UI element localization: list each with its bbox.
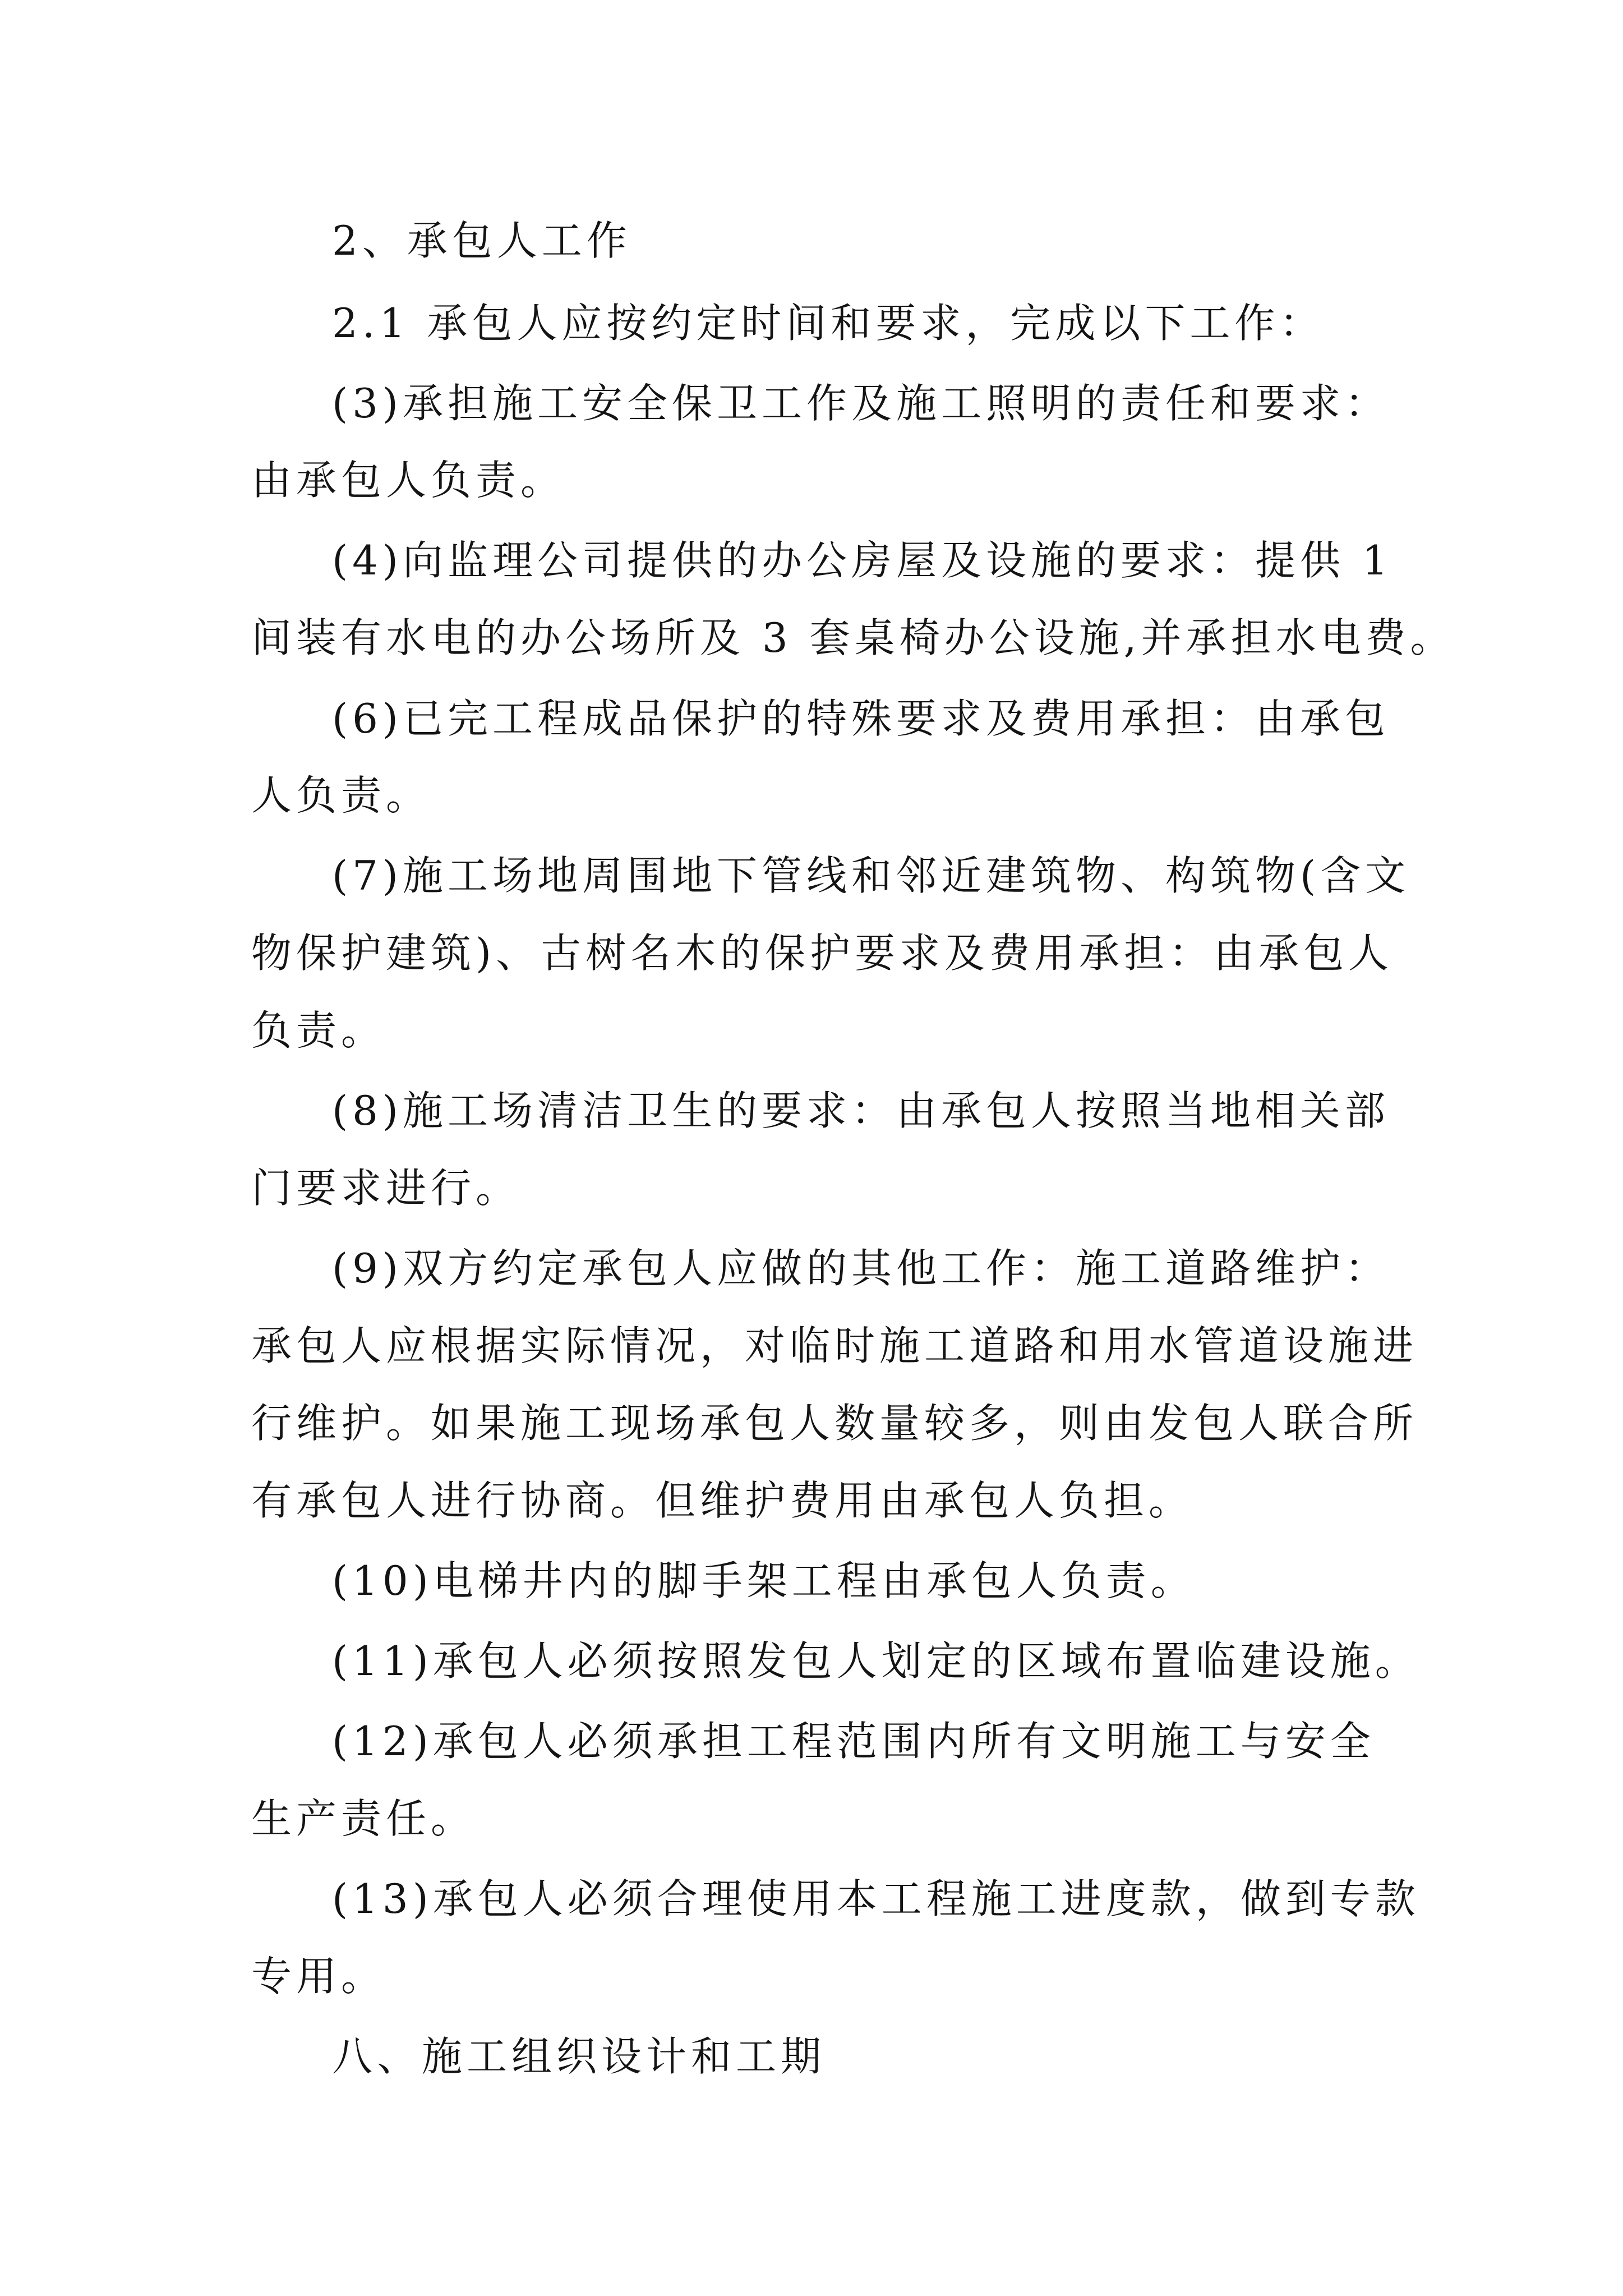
paragraph-line: (7)施工场地周围地下管线和邻近建筑物、构筑物(含文 <box>332 852 1410 899</box>
paragraph-line: 间装有水电的办公场所及 3 套桌椅办公设施,并承担水电费。 <box>251 614 1455 661</box>
paragraph-line: 由承包人负责。 <box>251 457 566 504</box>
paragraph-line: 负责。 <box>251 1007 386 1054</box>
paragraph-line: 专用。 <box>251 1953 386 2000</box>
paragraph-line: 生产责任。 <box>251 1795 476 1842</box>
subsection-heading: 2.1 承包人应按约定时间和要求，完成以下工作： <box>332 300 1325 347</box>
paragraph-line: (9)双方约定承包人应做的其他工作：施工道路维护： <box>332 1245 1390 1292</box>
paragraph-line: (3)承担施工安全保卫工作及施工照明的责任和要求： <box>332 380 1390 427</box>
paragraph-line: (6)已完工程成品保护的特殊要求及费用承担：由承包 <box>332 695 1390 742</box>
paragraph-line: (13)承包人必须合理使用本工程施工进度款，做到专款 <box>332 1875 1420 1922</box>
paragraph-line: (4)向监理公司提供的办公房屋及设施的要求：提供 1 <box>332 537 1393 584</box>
section-heading: 八、施工组织设计和工期 <box>332 2033 826 2080</box>
paragraph-line: (12)承包人必须承担工程范围内所有文明施工与安全 <box>332 1718 1375 1765</box>
paragraph-line: 承包人应根据实际情况，对临时施工道路和用水管道设施进 <box>251 1322 1418 1369</box>
paragraph-line: (10)电梯井内的脚手架工程由承包人负责。 <box>332 1557 1196 1604</box>
paragraph-line: 物保护建筑)、古树名木的保护要求及费用承担：由承包人 <box>251 930 1394 977</box>
paragraph-line: (11)承包人必须按照发包人划定的区域布置临建设施。 <box>332 1637 1420 1685</box>
paragraph-line: 人负责。 <box>251 772 431 819</box>
paragraph-line: 行维护。如果施工现场承包人数量较多，则由发包人联合所 <box>251 1400 1418 1447</box>
paragraph-line: (8)施工场清洁卫生的要求：由承包人按照当地相关部 <box>332 1087 1390 1134</box>
paragraph-line: 有承包人进行协商。但维护费用由承包人负担。 <box>251 1477 1194 1524</box>
section-heading: 2、承包人工作 <box>332 217 631 264</box>
paragraph-line: 门要求进行。 <box>251 1165 521 1212</box>
